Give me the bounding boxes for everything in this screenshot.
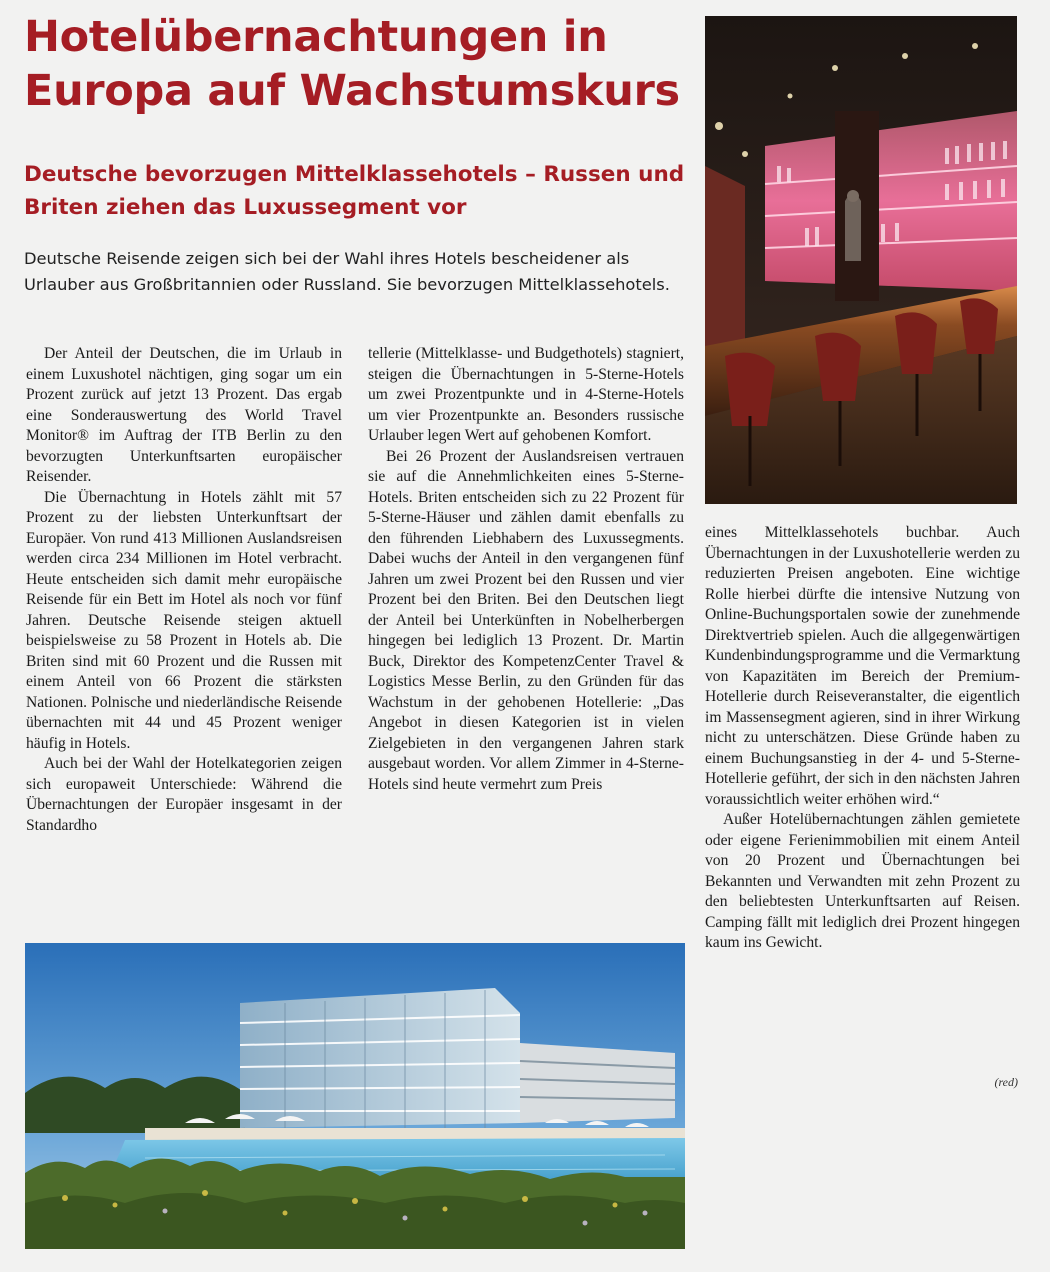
paragraph: Auch bei der Wahl der Hotelkategorien zeigen sich europaweit Unterschiede: Während die Übernachtungen der Europäer insgesamt in der Standardho — [26, 755, 342, 834]
paragraph: Außer Hotelübernachtungen zählen gemietete oder eigene Ferienimmobilien mit einem Anteil von 20 Prozent und Übernachtungen bei Bekannten und Verwandten mit zehn Prozent zu den beliebtesten Unterkunftsarten auf Reisen. Camping fällt mit lediglich drei Prozent hingegen kaum ins Gewicht. — [705, 811, 1020, 951]
paragraph: Der Anteil der Deutschen, die im Urlaub in einem Luxushotel nächtigen, ging sogar um ein Prozent zurück auf jetzt 13 Prozent. Das ergab eine Sonderauswertung des World Travel Monitor® im Auftrag der ITB Berlin zu den bevorzugten Unterkunftsarten europäischer Reisender. — [26, 345, 342, 485]
paragraph: Die Übernachtung in Hotels zählt mit 57 Prozent zu der liebsten Unterkunftsart der Europäer. Von rund 413 Millionen Auslandsreisen werden circa 234 Millionen im Hotel verbracht. Heute entscheiden sich damit mehr europäische Reisende für ein Bett im Hotel als noch vor fünf Jahren. Deutsche Reisende steigen aktuell beispielsweise zu 58 Prozent in Hotels ab. Die Briten sind mit 60 Prozent und die Russen mit einem Anteil von 66 Prozent die stärksten Nationen. Polnische und niederländische Reisende übernachten mit 44 und 45 Prozent weniger häufig in Hotels. — [26, 488, 342, 752]
article-column-2 — [368, 344, 684, 795]
bar-photo — [705, 16, 1017, 504]
hotel-photo — [25, 943, 685, 1249]
article-lead: Deutsche Reisende zeigen sich bei der Wahl ihres Hotels bescheidener als Urlauber aus Großbritannien oder Russland. Sie bevorzugen Mittelklassehotels. — [24, 249, 670, 294]
article-headline: Hotelübernachtungen in Europa auf Wachstumskurs — [24, 12, 680, 116]
article-column-1 — [26, 344, 342, 836]
paragraph: Bei 26 Prozent der Auslandsreisen vertrauen sie auf die Annehmlichkeiten eines 5-Sterne-Hotels. Briten entscheiden sich zu 22 Prozent für 5-Sterne-Häuser und zählen damit ebenfalls zu den führenden Liebhabern des Luxussegments. Dabei wuchs der Anteil in den vergangenen fünf Jahren um zwei Prozent bei den Russen und vier Prozent bei den Briten. Bei den Deutschen liegt der Anteil bei Unterkünften in Nobelherbergen hingegen bei lediglich 13 Prozent. Dr. Martin Buck, Direktor des KompetenzCenter Travel & Logistics Messe Berlin, zu den Gründen für das Wachstum in der gehobenen Hotellerie: „Das Angebot in diesen Kategorien ist in vielen Zielgebieten in den vergangenen Jahren stark ausgebaut worden. Vor allem Zimmer in 4-Sterne-Hotels sind heute vermehrt zum Preis — [368, 447, 684, 793]
author-signature: (red) — [994, 1075, 1018, 1089]
paragraph: eines Mittelklassehotels buchbar. Auch Übernachtungen in der Luxushotellerie werden zu reduzierten Preisen angeboten. Eine wichtige Rolle hierbei dürfte die intensive Nutzung von Online-Buchungsportalen sowie der zunehmende Direktvertrieb spielen. Auch die allgegenwärtigen Kundenbindungsprogramme und die Vermarktung von Kapazitäten im Bereich der Premium-Hotellerie durch Reiseveranstalter, die eigentlich im Massensegment agieren, sind in ihrer Wirkung nicht zu unterschätzen. Diese Gründe haben zu einem Buchungsanstieg in der 4- und 5-Sterne-Hotellerie geführt, der sich in den nächsten Jahren voraussichtlich weiter erhöhen wird.“ — [705, 524, 1020, 808]
paragraph: tellerie (Mittelklasse- und Budgethotels) stagniert, steigen die Übernachtungen in 5-Sterne-Hotels um zwei Prozentpunkte und in 4-Sterne-Hotels um vier Prozentpunkte an. Besonders russische Urlauber legen Wert auf gehobenen Komfort. — [368, 345, 684, 444]
article-subheadline: Deutsche bevorzugen Mittelklassehotels – Russen und Briten ziehen das Luxussegment vor — [24, 162, 685, 220]
article-column-3 — [705, 523, 1020, 954]
